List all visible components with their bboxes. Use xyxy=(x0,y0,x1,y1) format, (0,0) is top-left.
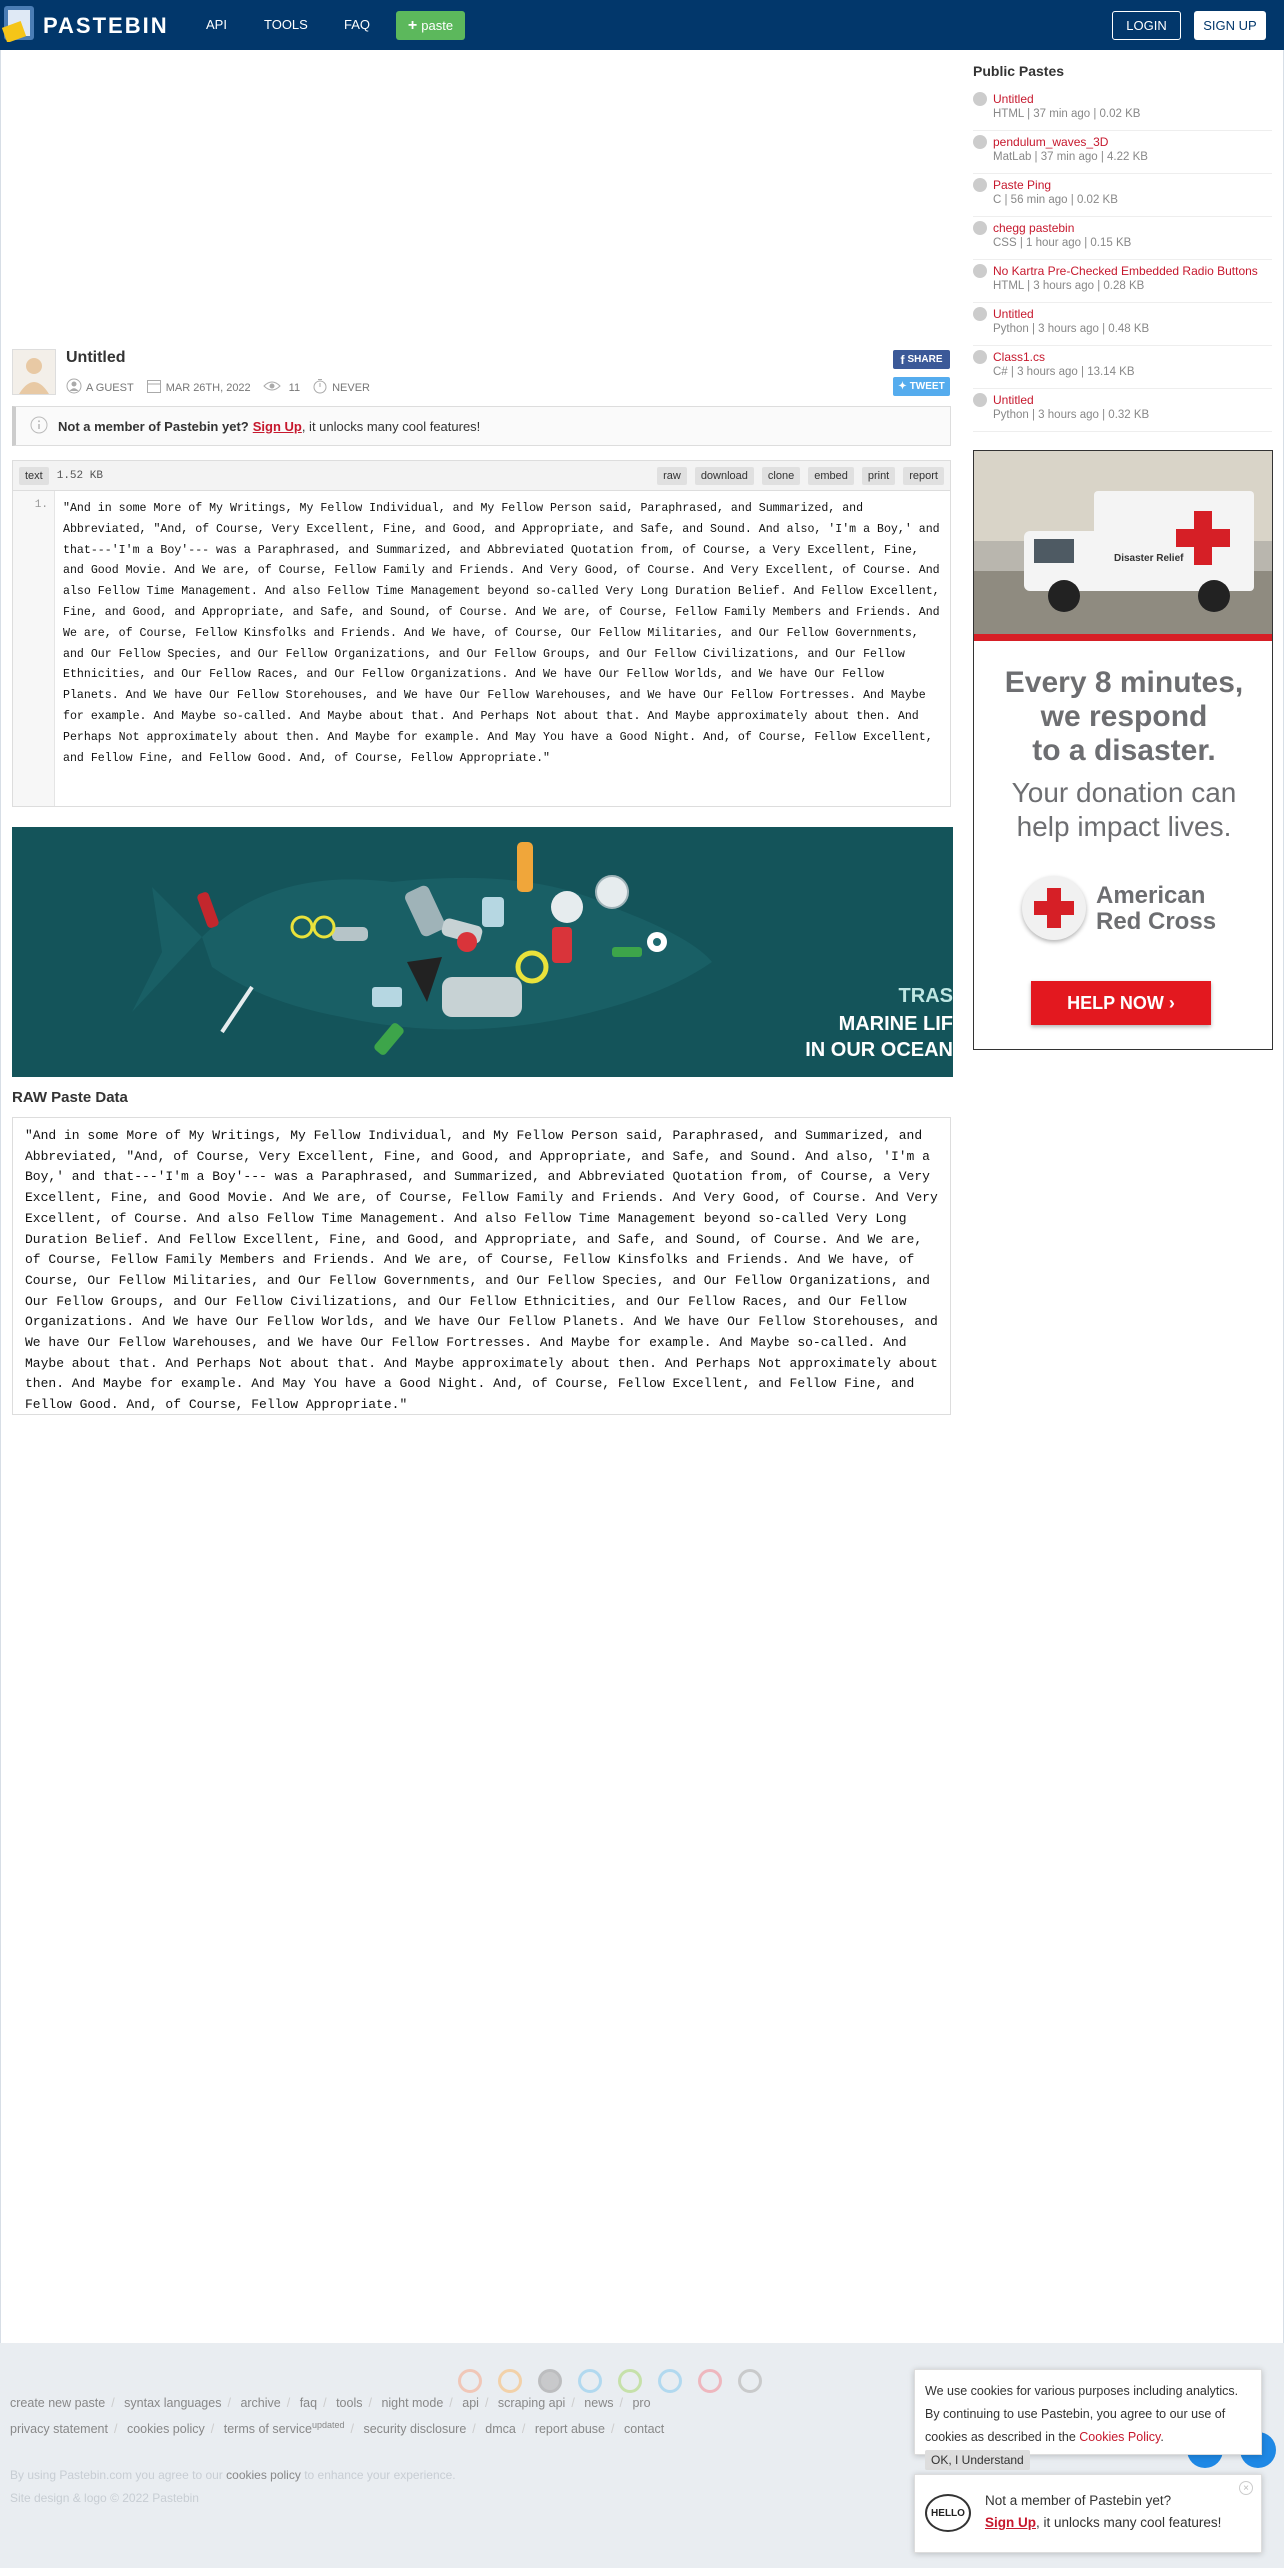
van-label: Disaster Relief xyxy=(1114,553,1184,564)
public-pastes-list xyxy=(973,88,1272,432)
footer-link[interactable]: security disclosure xyxy=(363,2422,467,2437)
footer-link[interactable]: cookies policy xyxy=(126,2422,205,2437)
logo-text[interactable]: PASTEBIN xyxy=(43,13,169,38)
paste-meta: C# | 3 hours ago | 13.14 KB xyxy=(993,366,1135,378)
list-item[interactable] xyxy=(973,346,1272,389)
list-item[interactable] xyxy=(973,131,1272,174)
facebook-share-button[interactable]: f SHARE xyxy=(893,350,950,369)
footer-link[interactable]: syntax languages xyxy=(124,2396,222,2410)
globe-icon xyxy=(973,393,987,407)
list-item[interactable] xyxy=(973,88,1272,131)
headline-1: Every 8 minutes, xyxy=(1004,666,1244,699)
plus-icon: + xyxy=(407,16,418,34)
headline-2: we respond xyxy=(1040,700,1208,733)
raw-button[interactable]: raw xyxy=(657,467,687,485)
guest-avatar xyxy=(12,349,56,395)
org-name-1: American xyxy=(1096,882,1206,909)
footer-link[interactable]: pro xyxy=(632,2396,651,2410)
footer-link[interactable]: tools xyxy=(336,2396,363,2410)
nav-faq[interactable]: FAQ xyxy=(344,17,371,32)
ad-line-1: TRAS xyxy=(898,985,953,1007)
footer-link[interactable]: archive xyxy=(240,2396,281,2410)
org-name-2: Red Cross xyxy=(1096,908,1217,935)
public-pastes-title: Public Pastes xyxy=(973,63,1065,79)
paste-link[interactable]: No Kartra Pre-Checked Embedded Radio Buttons xyxy=(993,264,1258,278)
chrome-icon[interactable] xyxy=(458,2369,482,2393)
globe-icon xyxy=(973,92,987,106)
top-header xyxy=(0,0,1284,50)
linux-icon[interactable] xyxy=(738,2369,762,2393)
list-item[interactable] xyxy=(973,217,1272,260)
footer-link[interactable]: dmca xyxy=(485,2422,516,2437)
paste-meta: HTML | 3 hours ago | 0.28 KB xyxy=(993,280,1145,292)
user-icon xyxy=(66,378,82,397)
clone-button[interactable]: clone xyxy=(762,467,800,485)
code-content[interactable]: "And in some More of My Writings, My Fellow Individual, and My Fellow Person said, Paraphrased, and Summarized, and Abbreviated, "And, of Course, Very Excellent, Fine, and Good, and Appropriate, and Safe, and Sound. And also, 'I'm a Boy,' and that---'I'm a Boy'--- was a Paraphrased, and Summarized, and Abbreviated Quotation from, of Course, a Very Excellent, Fine, and Good Movie. And We are, of Course, Fellow Family and Friends. And Very Good, of Course. And Very Excellent, of Course. And also Fellow Time Management. And also Fellow Time Management beyond so-called Very Long Duration Belief. And Fellow Excellent, Fine, and Good, and Appropriate, and Safe, and Sound, of Course. And We are, of Course, Fellow Family Members and Friends. And We are, of Course, Fellow Kinsfolks and Friends. And We have, of Course, Our Fellow Militaries, and Our Fellow Governments, and Our Fellow Species, and Our Fellow Organizations, and Our Fellow Groups, and Our Fellow Civilizations, and Our Fellow Ethnicities, and Our Fellow Races, and Our Fellow Organizations. And We have Our Fellow Worlds, and We have Our Fellow Planets. And We have Our Fellow Storehouses, and We have Our Fellow Warehouses, and We have Our Fellow Fortresses. And Maybe for example. And Maybe so-called. And Maybe about that. And Perhaps Not about that. And Maybe approximately about then. And Perhaps Not approximately about then. And Maybe for example. And May You have a Good Night. And, of Course, Fellow Excellent, and Fellow Fine, and Fellow Good. And, of Course, Fellow Appropriate." xyxy=(63,502,940,765)
paste-link[interactable]: Paste Ping xyxy=(993,178,1052,192)
ambulance-photo xyxy=(974,451,1273,641)
promo-line-1: Not a member of Pastebin yet? xyxy=(985,2493,1172,2508)
cookie-text: We use cookies for various purposes including analytics. By continuing to use Pastebin, you agree to our use of cookies as described in the xyxy=(925,2384,1239,2444)
copyright: Site design & logo © 2022 Pastebin xyxy=(10,2491,199,2505)
paste-meta: C | 56 min ago | 0.02 KB xyxy=(993,194,1118,206)
eye-icon xyxy=(263,380,281,395)
paste-link[interactable]: chegg pastebin xyxy=(993,221,1075,235)
raw-paste-title: RAW Paste Data xyxy=(12,1089,128,1106)
footer-link[interactable]: scraping api xyxy=(497,2396,566,2410)
mac-icon[interactable] xyxy=(658,2369,682,2393)
embed-button[interactable]: embed xyxy=(808,467,854,485)
footer-link[interactable]: terms of service xyxy=(223,2422,312,2437)
ocean-trash-ad-banner[interactable] xyxy=(12,827,953,1077)
nav-api[interactable]: API xyxy=(206,17,227,32)
paste-meta: CSS | 1 hour ago | 0.15 KB xyxy=(993,237,1132,249)
cookie-policy-link[interactable]: Cookies Policy xyxy=(1079,2430,1161,2444)
footer-link[interactable]: api xyxy=(462,2396,479,2410)
pastebin-logo-icon[interactable] xyxy=(2,4,36,42)
footer-link[interactable]: report abuse xyxy=(534,2422,605,2437)
sub-1: Your donation can xyxy=(1011,777,1237,808)
promo-signup-link[interactable]: Sign Up xyxy=(985,2515,1036,2530)
facebook-icon: f xyxy=(900,352,905,367)
list-item[interactable] xyxy=(973,303,1272,346)
expire-icon xyxy=(312,378,328,397)
red-cross-ad[interactable] xyxy=(973,450,1273,1050)
paste-author[interactable]: A GUEST xyxy=(86,381,134,394)
print-button[interactable]: print xyxy=(862,467,895,485)
line-numbers: 1. xyxy=(13,491,55,806)
paste-size: 1.52 KB xyxy=(56,469,103,482)
paste-label: paste xyxy=(421,18,454,33)
updated-badge: updated xyxy=(311,2420,345,2430)
paste-link[interactable]: Untitled xyxy=(993,307,1034,321)
report-button[interactable]: report xyxy=(903,467,944,485)
cookie-consent-popup: We use cookies for various purposes including analytics. By continuing to use Pastebin, you agree to our use of cookies as described in the Cookies Policy. OK, I Understand xyxy=(914,2369,1262,2455)
android-icon[interactable] xyxy=(618,2369,642,2393)
hello-bubble-icon: HELLO xyxy=(925,2494,971,2532)
new-paste-button[interactable] xyxy=(396,11,465,40)
globe-icon xyxy=(973,135,987,149)
download-button[interactable]: download xyxy=(695,467,754,485)
nav-tools[interactable]: TOOLS xyxy=(264,17,308,32)
sub-2: help impact lives. xyxy=(1016,811,1232,842)
firefox-icon[interactable] xyxy=(498,2369,522,2393)
footer-link[interactable]: night mode xyxy=(381,2396,444,2410)
footer-link[interactable]: contact xyxy=(623,2422,665,2437)
globe-icon xyxy=(973,350,987,364)
signup-button[interactable]: SIGN UP xyxy=(1194,11,1266,40)
footer-links-row-1: create new paste / syntax languages / archive / faq / tools / night mode / api / scraping api / news / pro xyxy=(10,2396,651,2410)
notice-rest: , it unlocks many cool features! xyxy=(301,418,481,434)
info-icon xyxy=(30,416,48,437)
syntax-tag[interactable]: text xyxy=(19,467,49,485)
paste-meta xyxy=(66,378,382,397)
paste-title: Untitled xyxy=(66,349,126,366)
browser-extension-icons xyxy=(458,2369,762,2393)
paste-meta: Python | 3 hours ago | 0.32 KB xyxy=(993,409,1150,421)
footer-link[interactable]: create new paste xyxy=(10,2396,106,2410)
red-cross-logo-icon xyxy=(1022,876,1086,940)
twitter-icon: ✦ xyxy=(898,381,907,392)
help-now-button[interactable]: HELP NOW › xyxy=(1031,981,1211,1025)
raw-paste-textarea[interactable]: "And in some More of My Writings, My Fellow Individual, and My Fellow Person said, Paraphrased, and Summarized, and Abbreviated, "And, of Course, Very Excellent, Fine, and Good, and Appropriate, and Safe, and Sound. And also, 'I'm a Boy,' and that---'I'm a Boy'--- was a Paraphrased, and Summarized, and Abbreviated Quotation from, of Course, a Very Excellent, Fine, and Good Movie. And We are, of Course, Fellow Family and Friends. And Very Good, of Course. And Very Excellent, of Course. And also Fellow Time Management. And also Fellow Time Management beyond so-called Very Long Duration Belief. And Fellow Excellent, Fine, and Good, and Appropriate, and Safe, and Sound, of Course. And We are, of Course, Fellow Family Members and Friends. And We are, of Course, Fellow Kinsfolks and Friends. And We have, of Course, Our Fellow Militaries, and Our Fellow Governments, and Our Fellow Species, and Our Fellow Organizations, and Our Fellow Groups, and Our Fellow Civilizations, and Our Fellow Ethnicities, and Our Fellow Races, and Our Fellow Organizations. And We have Our Fellow Worlds, and We have Our Fellow Planets. And We have Our Fellow Storehouses, and We have Our Fellow Warehouses, and We have Our Fellow Fortresses. And Maybe for example. And Maybe so-called. And Maybe about that. And Perhaps Not about that. And Maybe approximately about then. And Perhaps Not approximately about then. And Maybe for example. And May You have a Good Night. And, of Course, Fellow Excellent, and Fellow Fine, and Fellow Good. And, of Course, Fellow Appropriate." xyxy=(12,1117,951,1415)
globe-icon xyxy=(973,264,987,278)
list-item[interactable] xyxy=(973,260,1272,303)
list-item[interactable] xyxy=(973,389,1272,432)
ad-line-3: IN OUR OCEAN xyxy=(805,1039,953,1061)
code-body xyxy=(13,491,950,806)
code-toolbar xyxy=(13,461,950,491)
paste-link[interactable]: Untitled xyxy=(993,92,1034,106)
notice-bold: Not a member of Pastebin yet? xyxy=(58,418,249,434)
globe-icon xyxy=(973,178,987,192)
globe-icon xyxy=(973,221,987,235)
promo-line-2: Sign Up, it unlocks many cool features! xyxy=(985,2515,1222,2530)
ios-icon[interactable] xyxy=(538,2369,562,2393)
paste-meta: Python | 3 hours ago | 0.48 KB xyxy=(993,323,1150,335)
code-box xyxy=(12,460,951,807)
notice-signup-link[interactable]: Sign Up xyxy=(252,418,302,434)
list-item[interactable] xyxy=(973,174,1272,217)
paste-expire: NEVER xyxy=(332,381,370,394)
footer-links-row-2: privacy statement / cookies policy / terms of service$^{updated}$ / security disclosure / dmca / report abuse / contact xyxy=(10,2420,665,2437)
paste-link[interactable]: Untitled xyxy=(993,393,1034,407)
member-notice xyxy=(12,406,951,446)
paste-link[interactable]: pendulum_waves_3D xyxy=(993,135,1109,149)
globe-icon xyxy=(973,307,987,321)
footer-link[interactable]: faq xyxy=(299,2396,318,2410)
paste-date: MAR 26TH, 2022 xyxy=(165,381,251,394)
ad-line-2: MARINE LIF xyxy=(838,1013,953,1035)
calendar-icon xyxy=(146,378,162,397)
login-button[interactable]: LOGIN xyxy=(1112,11,1181,40)
twitter-tweet-button[interactable]: ✦ TWEET xyxy=(893,377,950,396)
paste-link[interactable]: Class1.cs xyxy=(993,350,1046,364)
signup-promo-popup xyxy=(914,2474,1262,2553)
footer-link[interactable]: news xyxy=(584,2396,614,2410)
headline-3: to a disaster. xyxy=(1032,734,1216,767)
footer-agree-note: By using Pastebin.com you agree to our cookies policy to enhance your experience. xyxy=(10,2468,456,2482)
close-icon[interactable]: × xyxy=(1239,2481,1253,2495)
paste-views: 11 xyxy=(288,381,301,394)
cookies-policy-link[interactable]: cookies policy xyxy=(226,2468,301,2482)
footer-link[interactable]: privacy statement xyxy=(10,2422,108,2437)
cookie-ok-button[interactable]: OK, I Understand xyxy=(925,2450,1030,2470)
paste-meta: MatLab | 37 min ago | 4.22 KB xyxy=(993,151,1148,163)
windows-icon[interactable] xyxy=(578,2369,602,2393)
paste-meta: HTML | 37 min ago | 0.02 KB xyxy=(993,108,1141,120)
opera-icon[interactable] xyxy=(698,2369,722,2393)
